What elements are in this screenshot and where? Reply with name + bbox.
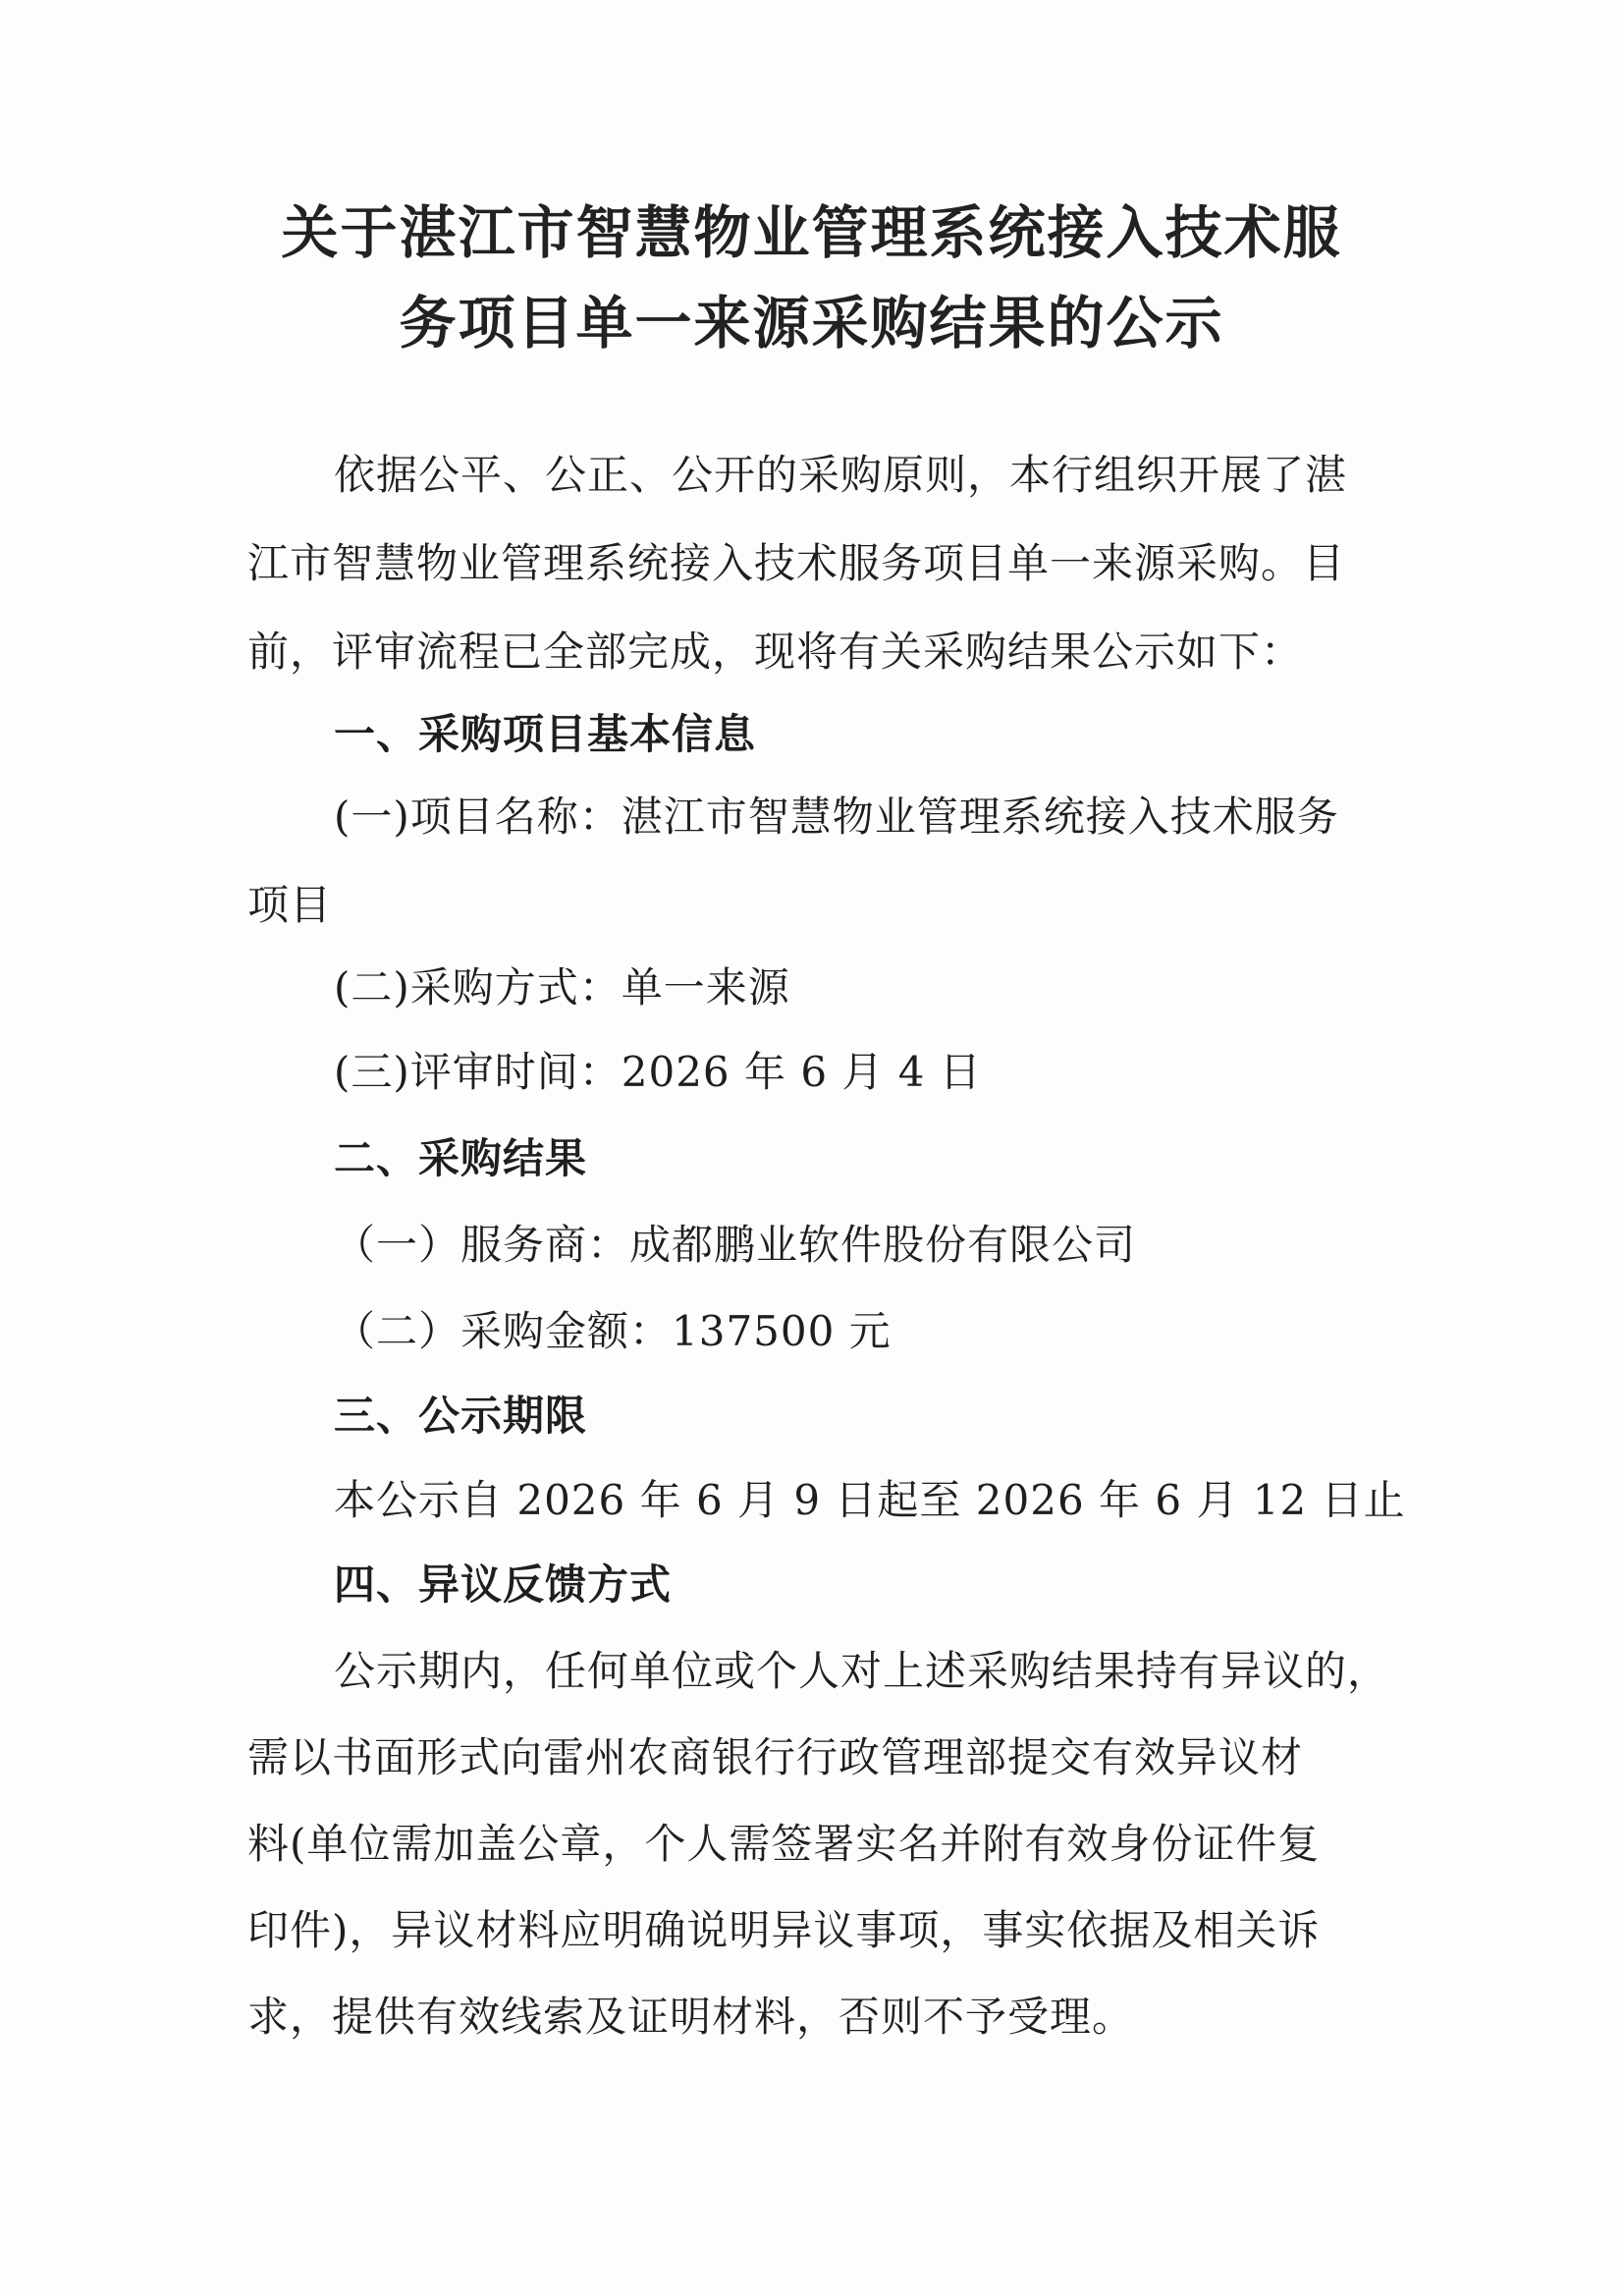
section-1-item-2: (二)采购方式：单一来源 [334,963,790,1011]
section-4-line-5: 求，提供有效线索及证明材料，否则不予受理。 [247,1993,1135,2041]
section-4-heading: 四、异议反馈方式 [334,1560,673,1609]
section-3-heading: 三、公示期限 [334,1392,588,1440]
document-title-line-1: 关于湛江市智慧物业管理系统接入技术服 [281,199,1342,266]
intro-line-1: 依据公平、公正、公开的采购原则，本行组织开展了湛 [334,451,1348,499]
section-1-heading: 一、采购项目基本信息 [334,710,757,758]
section-4-line-1: 公示期内，任何单位或个人对上述采购结果持有异议的， [334,1647,1390,1695]
section-2-item-1: （一）服务商：成都鹏业软件股份有限公司 [334,1221,1137,1269]
section-1-item-3: (三)评审时间：2026 年 6 月 4 日 [334,1048,982,1096]
section-1-item-1-line-1: (一)项目名称：湛江市智慧物业管理系统接入技术服务 [334,793,1339,841]
section-2-heading: 二、采购结果 [334,1134,588,1182]
section-2-item-2: （二）采购金额：137500 元 [334,1307,892,1355]
section-3-text: 本公示自 2026 年 6 月 9 日起至 2026 年 6 月 12 日止 [334,1476,1406,1524]
section-1-item-1-line-2: 项目 [247,881,333,929]
section-4-line-2: 需以书面形式向雷州农商银行行政管理部提交有效异议材 [247,1733,1304,1781]
section-4-line-4: 印件)，异议材料应明确说明异议事项，事实依据及相关诉 [247,1906,1321,1954]
document-title-line-2: 务项目单一来源采购结果的公示 [399,290,1224,356]
intro-line-2: 江市智慧物业管理系统接入技术服务项目单一来源采购。目 [247,539,1346,587]
intro-line-3: 前，评审流程已全部完成，现将有关采购结果公示如下： [247,628,1304,676]
section-4-line-3: 料(单位需加盖公章，个人需签署实名并附有效身份证件复 [247,1820,1321,1868]
